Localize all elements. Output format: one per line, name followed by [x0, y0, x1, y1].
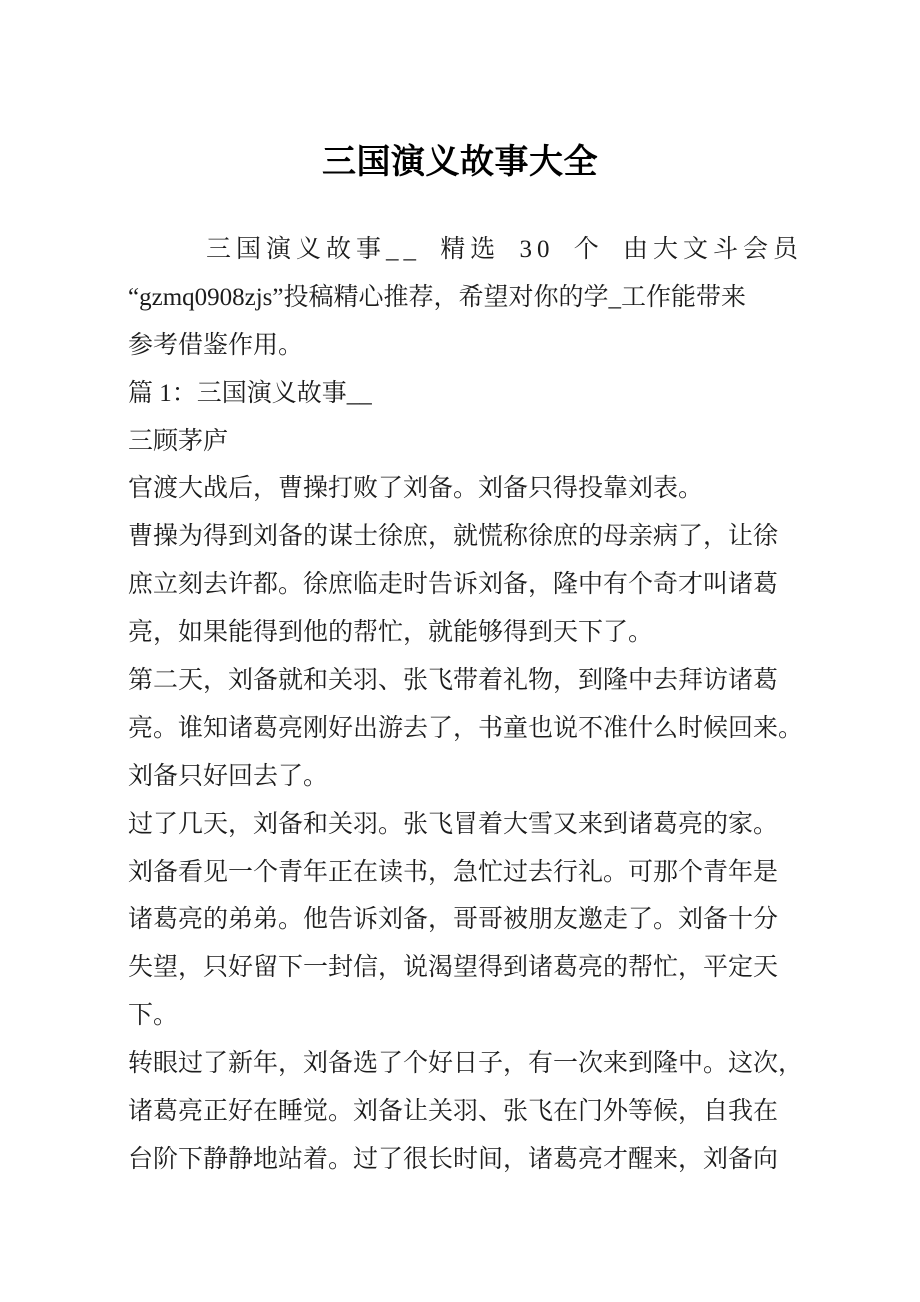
text-line: 三顾茅庐: [128, 427, 229, 455]
text-line: 篇 1：三国演义故事__: [128, 379, 372, 407]
text-line: 诸葛亮的弟弟。他告诉刘备，哥哥被朋友邀走了。刘备十分: [128, 906, 779, 934]
text-line: 下。: [128, 1002, 179, 1030]
text-line: 庶立刻去许都。徐庶临走时告诉刘备，隆中有个奇才叫诸葛: [128, 571, 779, 599]
text-line: 失望，只好留下一封信，说渴望得到诸葛亮的帮忙，平定天: [128, 954, 779, 982]
document-body: [128, 226, 804, 1184]
text-line: 亮。谁知诸葛亮刚好出游去了，书童也说不准什么时候回来。: [128, 714, 804, 742]
text-line: “gzmq0908zjs”投稿精心推荐，希望对你的学_工作能带来: [128, 283, 747, 311]
text-line: 过了几天，刘备和关羽。张飞冒着大雪又来到诸葛亮的家。: [128, 810, 779, 838]
text-line: 台阶下静静地站着。过了很长时间，诸葛亮才醒来，刘备向: [128, 1145, 779, 1173]
text-line: 刘备只好回去了。: [128, 762, 329, 790]
text-line: 官渡大战后，曹操打败了刘备。刘备只得投靠刘表。: [128, 475, 704, 503]
text-line: 曹操为得到刘备的谋士徐庶，就慌称徐庶的母亲病了，让徐: [128, 523, 779, 551]
document-title: 三国演义故事大全: [322, 143, 598, 181]
text-line: 刘备看见一个青年正在读书，急忙过去行礼。可那个青年是: [128, 858, 779, 886]
text-line: 参考借鉴作用。: [128, 331, 304, 359]
text-line: 转眼过了新年，刘备选了个好日子，有一次来到隆中。这次，: [128, 1050, 804, 1078]
text-line: 三国演义故事__ 精选 30 个 由大文斗会员: [206, 236, 804, 263]
text-line: 亮，如果能得到他的帮忙，就能够得到天下了。: [128, 619, 654, 647]
text-line: 第二天，刘备就和关羽、张飞带着礼物，到隆中去拜访诸葛: [128, 667, 779, 695]
text-line: 诸葛亮正好在睡觉。刘备让关羽、张飞在门外等候，自我在: [128, 1098, 779, 1126]
